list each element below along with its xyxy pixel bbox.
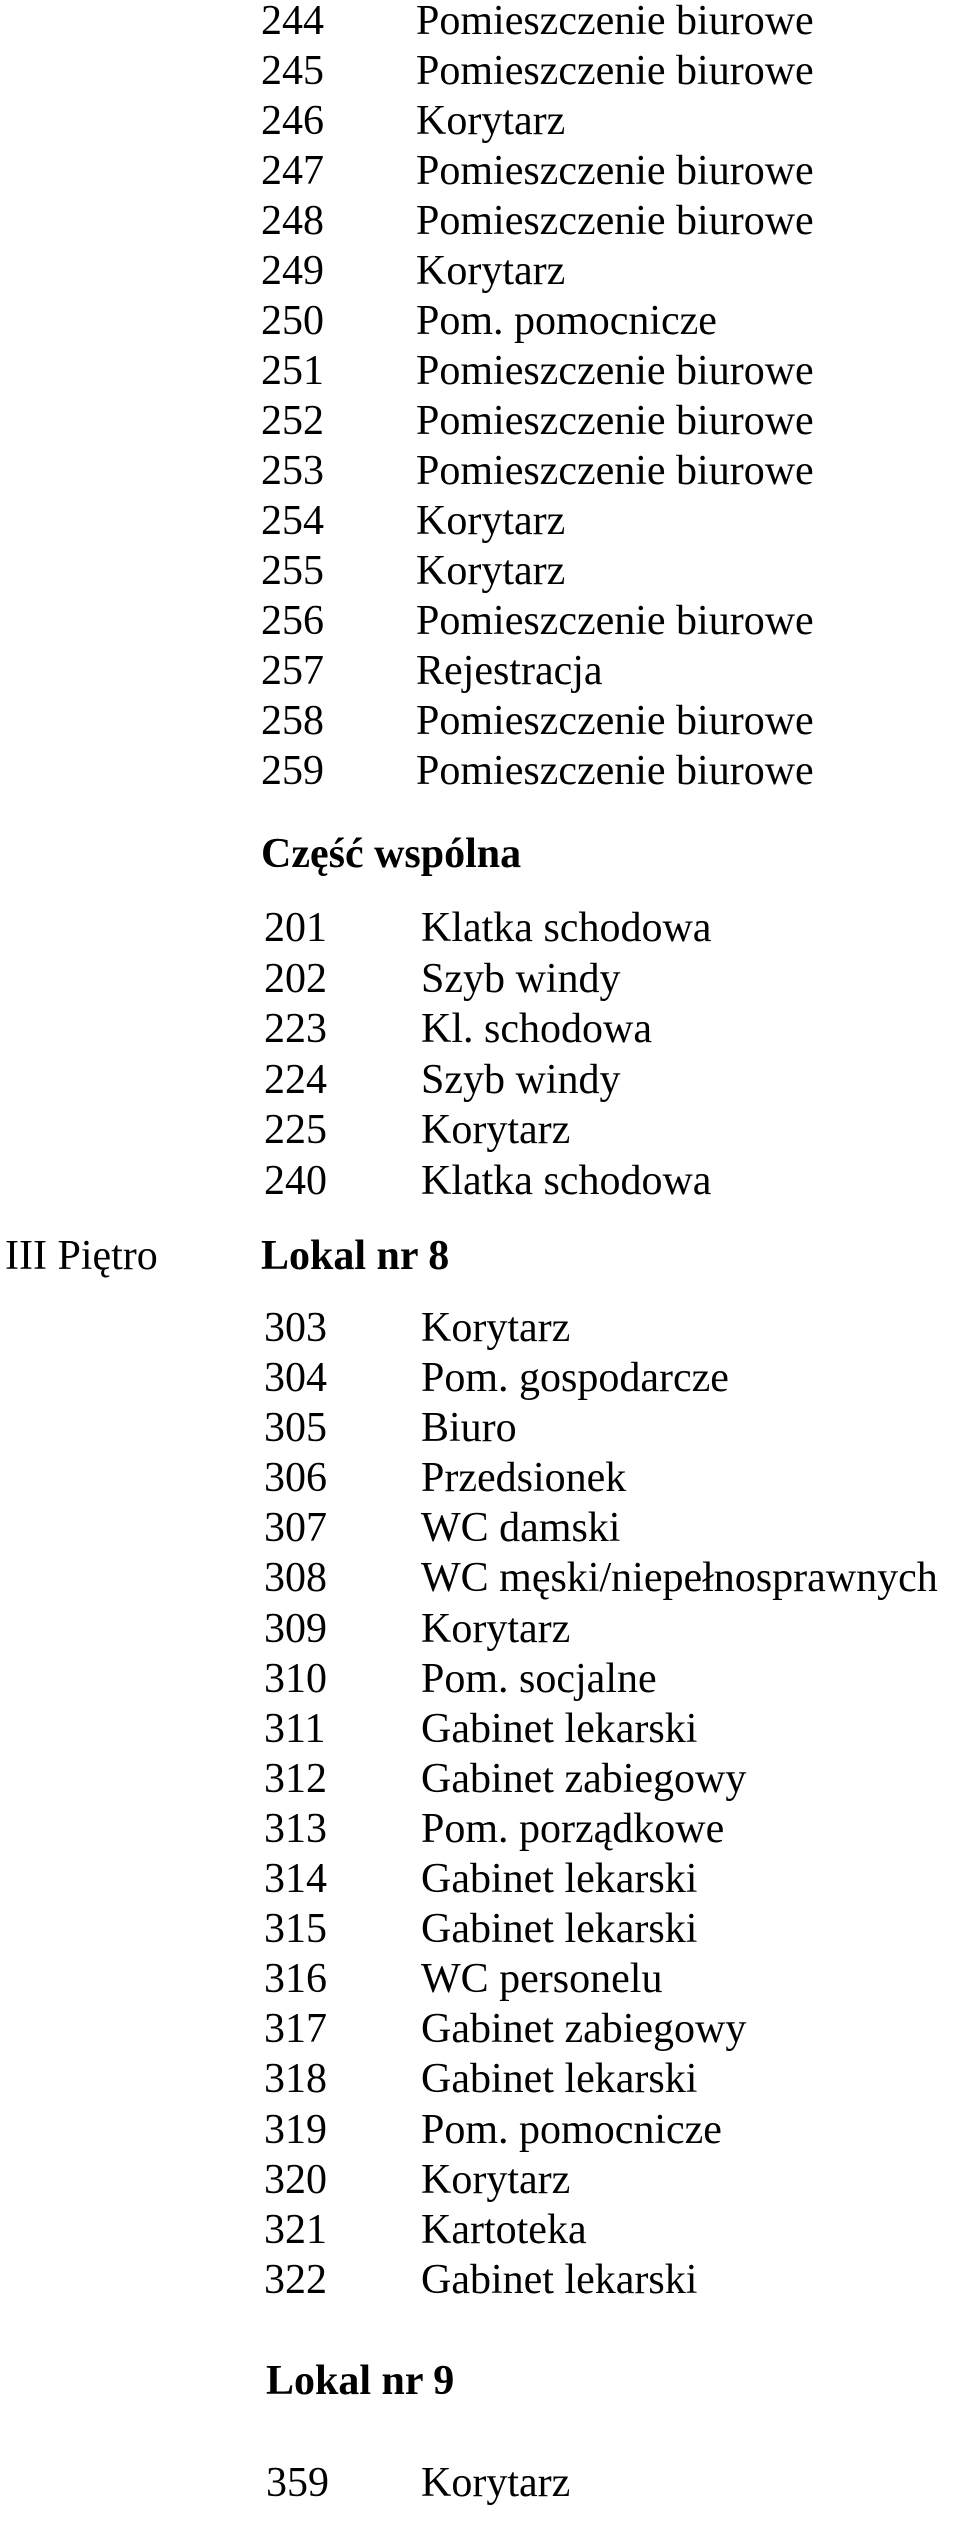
- room-name: Korytarz: [416, 498, 566, 544]
- table-row: [264, 1904, 938, 1954]
- room-number: 250: [261, 298, 324, 344]
- room-number: 311: [264, 1705, 326, 1752]
- table-row: [264, 2255, 938, 2305]
- room-number: 240: [264, 1157, 327, 1204]
- room-name: Gabinet zabiegowy: [421, 1755, 747, 1802]
- room-number: 308: [264, 1555, 327, 1602]
- room-number: 224: [264, 1056, 327, 1103]
- table-row: [264, 1704, 938, 1754]
- room-name: Pomieszczenie biurowe: [416, 598, 814, 644]
- table-row: [264, 1954, 938, 2004]
- room-number: 314: [264, 1856, 327, 1903]
- room-number: 255: [261, 548, 324, 594]
- room-number: 306: [264, 1455, 327, 1502]
- table-row: [261, 346, 814, 396]
- table-row: [264, 1503, 938, 1553]
- table-row: [266, 2458, 570, 2508]
- section-title-lokal-9: Lokal nr 9: [266, 2358, 455, 2404]
- table-row: [264, 1854, 938, 1904]
- room-name: Pom. pomocnicze: [421, 2106, 722, 2153]
- table-row: [264, 1553, 938, 1603]
- room-number: 201: [264, 905, 327, 951]
- section-title-lokal-8: Lokal nr 8: [261, 1233, 450, 1279]
- table-row: [264, 2054, 938, 2104]
- room-name: Pomieszczenie biurowe: [416, 0, 814, 44]
- table-row: [264, 903, 711, 954]
- room-name: Gabinet lekarski: [421, 2056, 698, 2103]
- table-row: [264, 1353, 938, 1403]
- room-name: Pomieszczenie biurowe: [416, 448, 814, 494]
- floor-label: III Piętro: [5, 1233, 158, 1279]
- room-name: Korytarz: [421, 1605, 571, 1652]
- room-name: Korytarz: [421, 1107, 571, 1154]
- room-number: 305: [264, 1405, 327, 1452]
- room-name: Kl. schodowa: [421, 1006, 652, 1053]
- table-row: [264, 2155, 938, 2205]
- room-number: 249: [261, 248, 324, 294]
- room-number: 359: [266, 2460, 329, 2506]
- room-number: 251: [261, 348, 324, 394]
- room-name: Klatka schodowa: [421, 905, 712, 951]
- room-number: 310: [264, 1655, 327, 1702]
- table-row: [261, 396, 814, 446]
- room-number: 256: [261, 598, 324, 644]
- section-title-common-part: Część wspólna: [261, 831, 522, 877]
- table-row: [261, 296, 814, 346]
- table-row: [264, 1754, 938, 1804]
- room-name: Biuro: [421, 1405, 517, 1452]
- room-name: Gabinet lekarski: [421, 1705, 698, 1752]
- room-number: 317: [264, 2006, 327, 2053]
- room-name: Pom. pomocnicze: [416, 298, 717, 344]
- table-row: [264, 1105, 711, 1156]
- room-number: 259: [261, 748, 324, 794]
- room-name: Pomieszczenie biurowe: [416, 48, 814, 94]
- room-number: 307: [264, 1505, 327, 1552]
- room-name: WC damski: [421, 1505, 621, 1552]
- room-list-common-part: [264, 903, 711, 1207]
- table-row: [261, 196, 814, 246]
- table-row: [264, 1055, 711, 1106]
- room-number: 318: [264, 2056, 327, 2103]
- table-row: [264, 1156, 711, 1207]
- room-number: 258: [261, 698, 324, 744]
- table-row: [264, 2205, 938, 2255]
- room-name: Korytarz: [421, 2460, 571, 2506]
- table-row: [261, 146, 814, 196]
- room-number: 253: [261, 448, 324, 494]
- table-row: [264, 2004, 938, 2054]
- room-number: 246: [261, 98, 324, 144]
- room-number: 225: [264, 1107, 327, 1154]
- room-name: Przedsionek: [421, 1455, 627, 1502]
- room-number: 223: [264, 1006, 327, 1053]
- table-row: [261, 646, 814, 696]
- table-row: [264, 1403, 938, 1453]
- room-number: 257: [261, 648, 324, 694]
- table-row: [261, 446, 814, 496]
- room-name: Szyb windy: [421, 955, 621, 1002]
- table-row: [261, 96, 814, 146]
- room-number: 320: [264, 2156, 327, 2203]
- room-name: Pom. gospodarcze: [421, 1355, 729, 1402]
- room-name: Pomieszczenie biurowe: [416, 698, 814, 744]
- room-number: 321: [264, 2206, 327, 2253]
- room-name: Kartoteka: [421, 2206, 587, 2253]
- room-number: 322: [264, 2256, 327, 2303]
- table-row: [261, 746, 814, 796]
- room-name: Gabinet lekarski: [421, 2256, 698, 2303]
- room-name: Korytarz: [421, 2156, 571, 2203]
- room-number: 309: [264, 1605, 327, 1652]
- table-row: [264, 1604, 938, 1654]
- table-row: [264, 1303, 938, 1353]
- table-row: [261, 496, 814, 546]
- table-row: [264, 1004, 711, 1055]
- table-row: [261, 0, 814, 46]
- table-row: [261, 46, 814, 96]
- room-list-previous-unit: [261, 0, 814, 796]
- room-list-lokal-9: [266, 2458, 570, 2508]
- room-name: Gabinet lekarski: [421, 1856, 698, 1903]
- room-name: Korytarz: [421, 1305, 571, 1351]
- room-name: Pomieszczenie biurowe: [416, 198, 814, 244]
- room-name: Gabinet lekarski: [421, 1906, 698, 1953]
- room-list-lokal-8: [264, 1303, 938, 2305]
- room-name: Szyb windy: [421, 1056, 621, 1103]
- table-row: [261, 696, 814, 746]
- room-number: 304: [264, 1355, 327, 1402]
- room-number: 319: [264, 2106, 327, 2153]
- table-row: [261, 546, 814, 596]
- room-number: 202: [264, 955, 327, 1002]
- room-name: Gabinet zabiegowy: [421, 2006, 747, 2053]
- room-name: Rejestracja: [416, 648, 603, 694]
- room-name: Pomieszczenie biurowe: [416, 348, 814, 394]
- room-number: 254: [261, 498, 324, 544]
- room-number: 312: [264, 1755, 327, 1802]
- room-number: 313: [264, 1805, 327, 1852]
- room-name: WC męski/niepełnosprawnych: [421, 1555, 938, 1602]
- room-number: 244: [261, 0, 324, 44]
- room-name: Klatka schodowa: [421, 1157, 712, 1204]
- table-row: [264, 1654, 938, 1704]
- table-row: [264, 1804, 938, 1854]
- room-number: 252: [261, 398, 324, 444]
- room-number: 247: [261, 148, 324, 194]
- room-name: WC personelu: [421, 1956, 663, 2003]
- room-number: 245: [261, 48, 324, 94]
- room-name: Korytarz: [416, 98, 566, 144]
- room-name: Pomieszczenie biurowe: [416, 748, 814, 794]
- room-name: Pom. socjalne: [421, 1655, 657, 1702]
- room-number: 315: [264, 1906, 327, 1953]
- room-number: 303: [264, 1305, 327, 1351]
- table-row: [264, 2105, 938, 2155]
- table-row: [261, 246, 814, 296]
- room-name: Pom. porządkowe: [421, 1805, 725, 1852]
- table-row: [264, 954, 711, 1005]
- room-number: 316: [264, 1956, 327, 2003]
- room-name: Korytarz: [416, 548, 566, 594]
- room-name: Pomieszczenie biurowe: [416, 148, 814, 194]
- table-row: [261, 596, 814, 646]
- room-name: Korytarz: [416, 248, 566, 294]
- room-name: Pomieszczenie biurowe: [416, 398, 814, 444]
- table-row: [264, 1453, 938, 1503]
- room-number: 248: [261, 198, 324, 244]
